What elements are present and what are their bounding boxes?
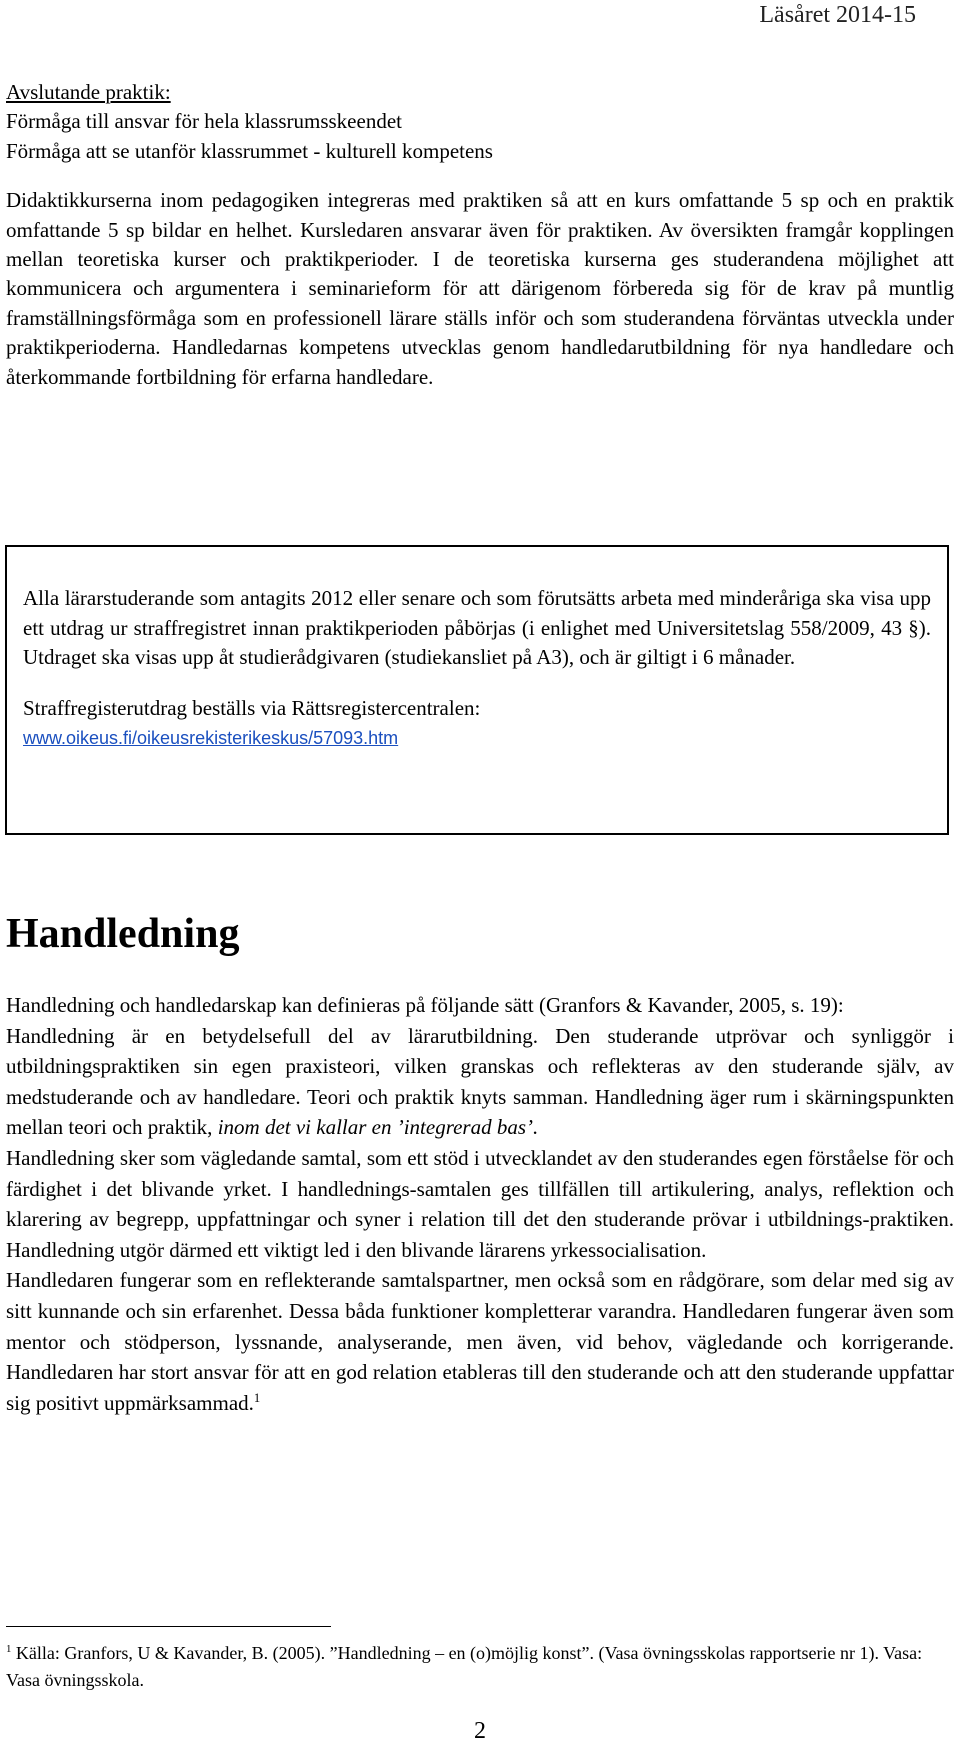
order-text: Straffregisterutdrag beställs via Rättsregistercentralen: [23,695,481,720]
footnote-text: Källa: Granfors, U & Kavander, B. (2005). ”Handledning – en (o)möjlig konst”. (Vasa övningsskolas rapportserie nr 1). Vasa: Vasa övningsskola. [6,1643,923,1690]
footnote [6,1640,954,1694]
paragraph-1-italic: inom det vi kallar en ’integrerad bas’. [217,1115,539,1140]
notice-text: Alla lärarstuderande som antagits 2012 eller senare och som förutsätts arbeta med minderåriga ska visa upp ett utdrag ur straffregistret innan praktikperioden påbörjas (i enlighet med Universitetslag 558/2009, 43 §). Utdraget ska visas upp åt studierådgivaren (studiekansliet på A3), och är giltigt i 6 månader. [23,586,931,669]
practice-heading: Avslutande praktik: [6,80,171,104]
practice-paragraph: Didaktikkurserna inom pedagogiken integreras med praktiken så att en kurs omfattande 5 sp och en praktik omfattande 5 sp bildar en helhet. Kursledaren ansvarar även för praktiken. Av översikten framgår kopplingen mellan teoretiska kurser och praktikperioder. I de teoretiska kurserna ges studerandena möjlighet att kommunicera och argumentera i seminarieform för att därigenom förbereda sig för de krav på muntlig framställningsförmåga som en professionell lärare ställs inför och som studerandena förväntas utveckla under praktikperioderna. Handledarnas kompetens utvecklas genom handledarutbildning för nya handledare och återkommande fortbildning för erfarna handledare. [6,188,954,389]
footnote-reference[interactable]: 1 [253,1390,261,1405]
registry-link[interactable]: www.oikeus.fi/oikeusrekisterikeskus/57093.htm [23,728,399,748]
section-title: Handledning [6,911,240,957]
criminal-record-notice-box [5,545,949,835]
footnote-divider [6,1626,331,1627]
handledning-paragraph-2: Handledning sker som vägledande samtal, som ett stöd i utvecklandet av den studerandes egen förståelse för och färdighet i det blivande yrket. I handlednings-samtalen ges tillfällen till artikulering, analys, reflektion och klarering av begrepp, uppfattningar och syner i relation till det den studerande prövar i utbildnings-praktiken. Handledning utgör därmed ett viktigt led i den blivande lärarens yrkessocialisation. [6,1145,954,1262]
practice-line-1: Förmåga till ansvar för hela klassrumsskeendet [6,109,402,134]
page-number: 2 [474,1718,486,1744]
paragraph-3-text: Handledaren fungerar som en reflekterande samtalspartner, men också som en rådgörare, som delar med sig av sitt kunnande och sin erfarenhet. Dessa båda funktioner kompletterar varandra. Handledaren fungerar även som mentor och stödperson, lyssnande, analyserande, men även, vid behov, vägledande och korrigerande. Handledaren har stort ansvar för att en god relation etableras till den studerande och att den studerande uppfattar sig positivt uppmärksammad. [6,1268,954,1415]
paragraph-1-text: Handledning är en betydelsefull del av lärarutbildning. Den studerande utprövar och synliggör i utbildningspraktiken sin egen praxisteori, vilken granskas och reflekteras av den studerande själv, av medstuderande och av handledare. Teori och praktik knyts samman. Handledning äger rum i skärningspunkten mellan teori och praktik, [6,1023,954,1140]
school-year-header: Läsåret 2014-15 [759,2,916,28]
handledning-paragraph-1 [6,1021,954,1143]
handledning-intro: Handledning och handledarskap kan definieras på följande sätt (Granfors & Kavander, 2005, s. 19): [6,993,844,1017]
practice-line-2: Förmåga att se utanför klassrummet - kulturell kompetens [6,138,493,163]
practice-section [6,78,954,392]
handledning-section [6,990,954,1418]
handledning-paragraph-3 [6,1265,954,1418]
footnote-marker: 1 [6,1643,12,1655]
